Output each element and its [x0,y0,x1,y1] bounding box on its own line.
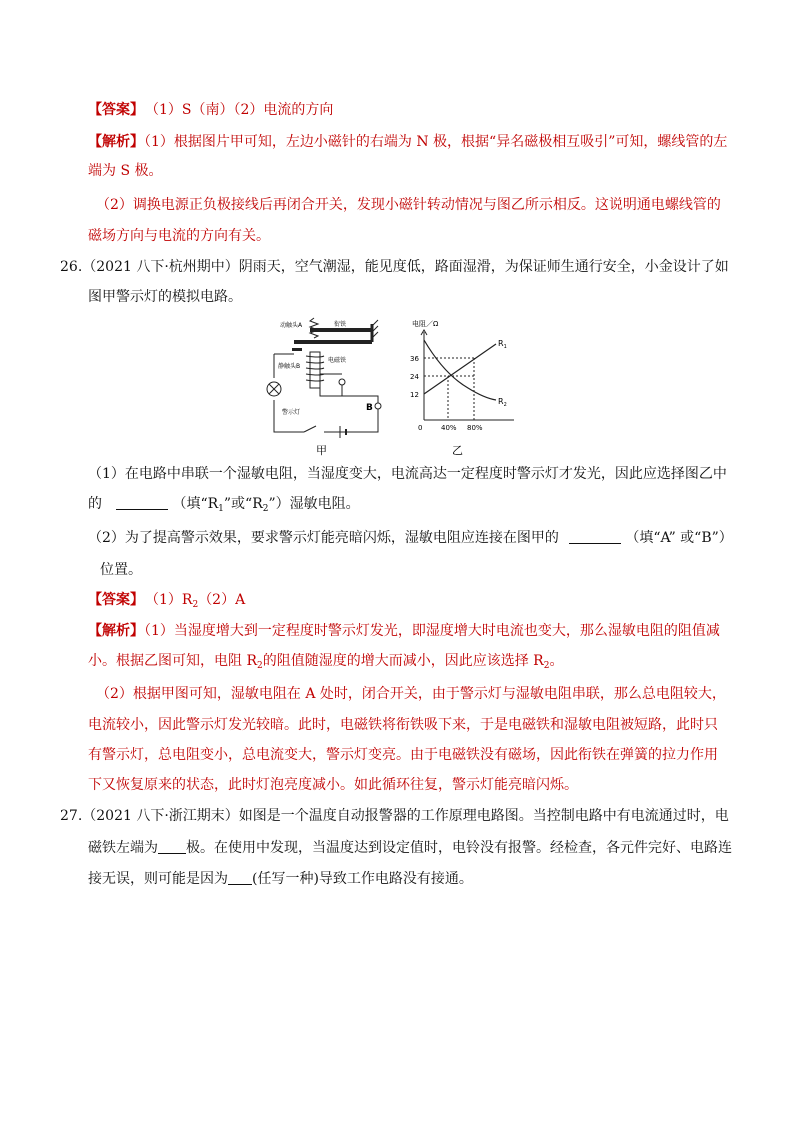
q25-analysis-line2: 端为 S 极。 [88,163,163,179]
label-xiantie: 衔铁 [334,321,347,328]
q25-analysis-text1: （1）根据图片甲可知，左边小磁针的右端为 N 极，根据“异名磁极相互吸引”可知，螺线管的左 [144,134,728,150]
q25-analysis-line4: 磁场方向与电流的方向有关。 [88,228,270,244]
ytick-24: 24 [410,373,419,381]
answer-blank-3[interactable] [158,839,186,854]
q27-stem1: （2021 八下·浙江期末）如图是一个温度自动报警器的工作原理电路图。当控制电路中有电流通过时，电 [82,808,729,824]
q26-part2-hint: （填“A” 或“B”） [625,530,733,546]
q26-analysis-line4: 电流较小，因此警示灯发光较暗。此时，电磁铁将衔铁吸下来，于是电磁铁和湿敏电阻被短路，此时只 [88,717,718,733]
q26-part1-hint-a: （填“R [172,496,219,512]
q26-an-sub1: 2 [257,661,263,671]
q26-stem1: （2021 八下·杭州期中）阴雨天，空气潮湿，能见度低，路面湿滑，为保证师生通行安全，小金设计了如 [82,259,729,275]
q27-number: 27. [60,808,83,824]
q25-analysis-line1 [88,132,727,152]
q26-part2-text: （2）为了提高警示效果，要求警示灯能亮暗闪烁，湿敏电阻应连接在图甲的 [88,530,559,546]
q26-an-a: 小。根据乙图可知，电阻 R [88,653,257,669]
answer-blank-1[interactable] [116,495,168,510]
series-r2-curve [424,340,496,400]
q27-stem-line3 [88,869,473,889]
switch [304,426,316,432]
q26-analysis-line1 [88,621,720,641]
q26-analysis-line3: （2）根据甲图可知，湿敏电阻在 A 处时，闭合开关，由于警示灯与湿敏电阻串联，那么总电阻较大， [96,686,726,702]
series-r1-line [424,344,496,394]
q26-analysis-text1: （1）当湿度增大到一定程度时警示灯发光，即湿度增大时电流也变大，那么湿敏电阻的阻值减 [144,623,720,639]
label-r1: $R_1$ [498,339,507,350]
xtick-40: 40% [441,424,457,432]
q26-answer-sub: 2 [192,600,199,610]
answer-tag: 【答案】 [88,102,144,118]
xtick-0: 0 [418,424,423,432]
q26-an-c: 的阻值随湿度的增大而减小，因此应该选择 R [262,653,544,669]
q26-analysis-line2 [88,651,563,676]
answer-blank-4[interactable] [228,870,252,885]
q26-stem-line2: 图甲警示灯的模拟电路。 [88,289,242,305]
q27-stem2a: 磁铁左端为 [88,840,158,856]
q26-answer-a: （1）R [152,592,193,608]
q26-analysis-line5: 有警示灯，总电阻变小，总电流变大，警示灯变亮。由于电磁铁没有磁场，因此衔铁在弹簧的拉力作用 [88,747,718,763]
analysis-tag: 【解析】 [88,134,144,150]
answer-blank-2[interactable] [569,529,621,544]
figure-circuit-jia [264,316,384,458]
analysis-tag: 【解析】 [88,623,144,639]
q26-part2-line1 [88,528,733,548]
q26-analysis-line6: 下又恢复原来的状态，此时灯泡亮度减小。如此循环往复，警示灯能亮暗闪烁。 [88,777,578,793]
figure-yi-caption: 乙 [452,444,463,457]
q25-analysis-line3: （2）调换电源正负极接线后再闭合开关，发现小磁针转动情况与图乙所示相反。这说明通电螺线管的 [96,197,721,213]
armature [294,340,372,344]
label-diancitie: 电磁铁 [328,357,347,364]
q26-part1-line1: （1）在电路中串联一个湿敏电阻，当湿度变大，电流高达一定程度时警示灯才发光，因此应选择图乙中 [88,466,727,482]
q26-part2-line2: 位置。 [100,562,142,578]
q26-answer-line [88,590,245,615]
sub-2: 2 [262,504,269,514]
q26-number: 26. [60,259,83,275]
sub-1: 1 [218,504,224,514]
label-jingshideng: 警示灯 [282,409,301,416]
label-r2: $R_2$ [498,397,507,408]
q26-part1-hint-c: ”）湿敏电阻。 [268,496,360,512]
q25-answer: （1）S（南）（2）电流的方向 [152,102,334,118]
ytick-36: 36 [410,355,419,363]
xtick-80: 80% [467,424,483,432]
q26-part1-line2 [88,494,360,519]
label-jingchu: 静触头B [278,363,301,370]
graph-ylabel: 电阻／Ω [412,320,439,328]
q27-stem2b: 极。在使用中发现，当温度达到设定值时，电铃没有报警。经检查，各元件完好、电路连 [186,840,732,856]
figure-jia-caption: 甲 [316,444,327,457]
label-dongchu: 动触头A [280,322,303,329]
q26-answer-b: （2）A [198,592,246,608]
q26-stem-line1 [60,257,729,277]
figure-graph-yi [404,318,524,458]
q25-answer-line [88,100,333,120]
q26-part1-de: 的 [88,496,102,512]
q27-stem-line2 [88,838,732,858]
q27-stem-line1 [60,806,729,826]
q26-an-e: 。 [549,653,564,669]
q26-part1-hint-b: ”或“R [223,496,263,512]
q27-stem3a: 接无误，则可能是因为 [88,871,228,887]
answer-tag: 【答案】 [88,592,144,608]
label-B: B [366,403,373,413]
q27-stem3b: (任写一种)导致工作电路没有接通。 [252,871,473,887]
ytick-12: 12 [410,391,419,399]
q26-an-sub2: 2 [543,661,550,671]
